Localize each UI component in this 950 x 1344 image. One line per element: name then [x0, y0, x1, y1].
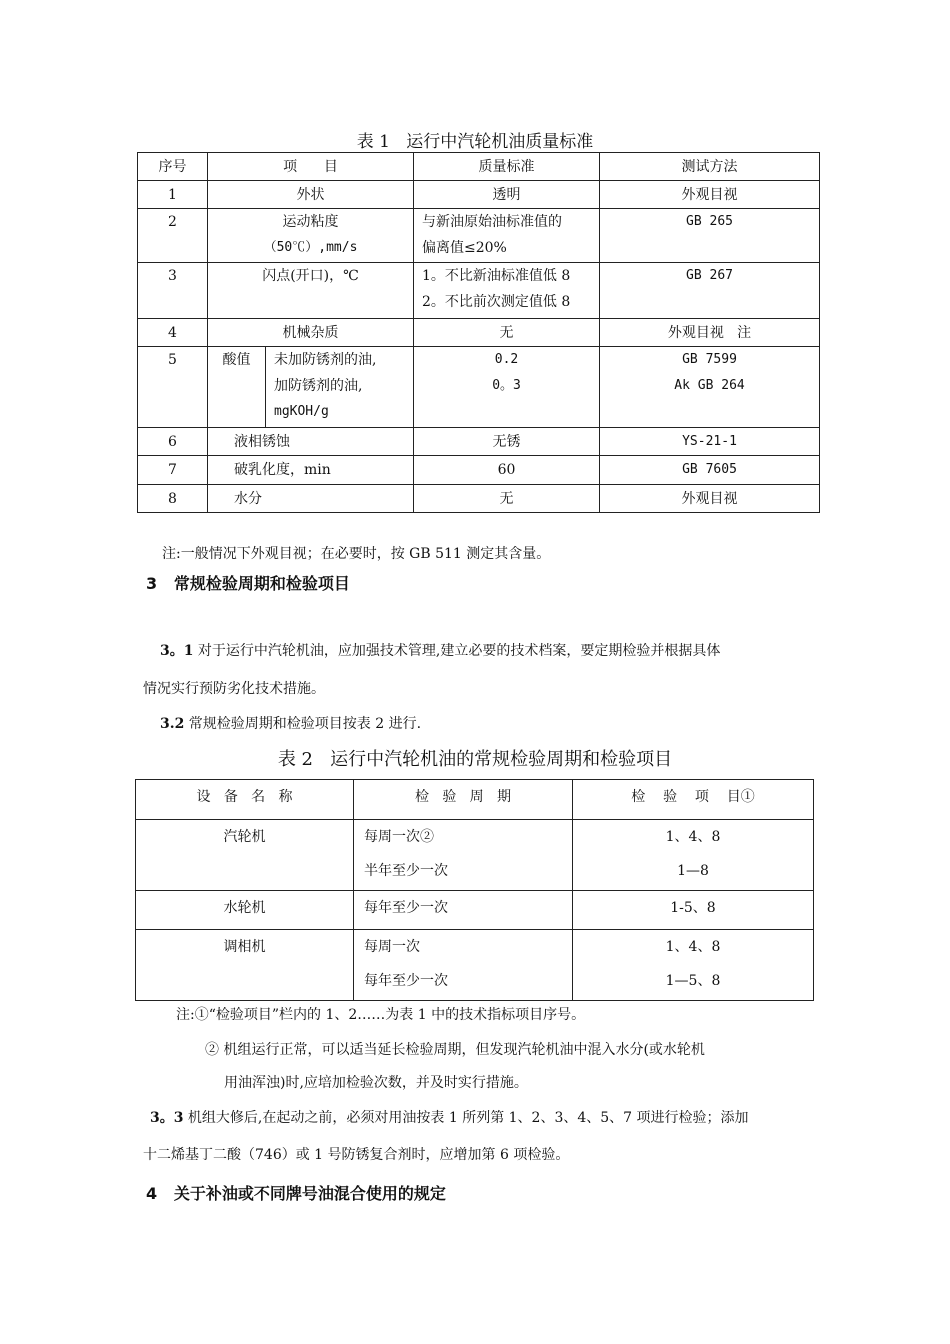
row-no: 3: [138, 263, 208, 319]
items-line: 1、4、8: [665, 939, 721, 955]
table2-note-line3: 用油浑浊)时,应培加检验次数，并及时实行措施。: [224, 1075, 528, 1091]
paragraph-3-1-line2: 情况实行预防劣化技术措施。: [143, 681, 325, 697]
row-items: [573, 820, 814, 891]
header-items: 检 验 项 目①: [573, 780, 814, 820]
table-row: [138, 347, 820, 428]
header-no: 序号: [138, 153, 208, 181]
item-line: mgKOH/g: [274, 404, 329, 419]
row-item: 闪点(开口)，℃: [208, 263, 414, 319]
row-standard: 无: [414, 485, 600, 513]
row-standard: 60: [414, 456, 600, 485]
standard-line: 与新油原始油标准值的: [422, 214, 563, 230]
paragraph-3-3-line2: 十二烯基丁二酸（746）或 1 号防锈复合剂时，应增加第 6 项检验。: [143, 1147, 570, 1163]
row-standard: [414, 209, 600, 263]
method-line: GB 7599: [682, 352, 737, 367]
row-item-sub: [266, 347, 414, 428]
standard-line: 偏离值≤20%: [422, 240, 507, 256]
item-line: 加防锈剂的油,: [274, 378, 363, 394]
row-method: 外观目视 注: [600, 319, 820, 347]
paragraph-3-3-line1: [150, 1108, 749, 1128]
row-period: [354, 820, 573, 891]
row-no: 8: [138, 485, 208, 513]
row-no: 6: [138, 428, 208, 456]
paragraph-text: 机组大修后,在起动之前，必须对用油按表 1 所列第 1、2、3、4、5、7 项进行检验；添加: [183, 1110, 749, 1126]
row-item: 水分: [208, 485, 414, 513]
row-standard: [414, 347, 600, 428]
standard-line: 0。3: [492, 378, 521, 393]
items-line: 1、4、8: [665, 829, 721, 845]
header-method: 测试方法: [600, 153, 820, 181]
period-line: 半年至少一次: [364, 863, 448, 879]
row-item: 破乳化度，min: [208, 456, 414, 485]
paragraph-number: 3。3: [150, 1110, 184, 1126]
row-period: [354, 930, 573, 1001]
section3-heading: 3 常规检验周期和检验项目: [146, 574, 350, 593]
table-row: [138, 181, 820, 209]
table-row: [138, 485, 820, 513]
row-method: YS-21-1: [600, 428, 820, 456]
paragraph-3-2: [160, 714, 421, 734]
row-standard: 无锈: [414, 428, 600, 456]
row-no: 1: [138, 181, 208, 209]
standard-line: 0.2: [494, 352, 519, 367]
row-equipment: 水轮机: [136, 891, 354, 930]
quality-standard-table: [137, 152, 820, 513]
paragraph-3-1-line1: [160, 641, 720, 661]
table-row: [136, 930, 814, 1001]
table-row: [138, 263, 820, 319]
table2-note-line1: 注:①“检验项目”栏内的 1、2……为表 1 中的技术指标项目序号。: [176, 1007, 586, 1023]
items-line: 1—5、8: [665, 973, 721, 989]
paragraph-number: 3.2: [160, 716, 185, 732]
items-line: 1—8: [677, 863, 709, 879]
period-line: 每周一次: [364, 939, 420, 955]
row-equipment: 调相机: [136, 930, 354, 1001]
inspection-cycle-table: [135, 779, 814, 1001]
row-items: 1-5、8: [573, 891, 814, 930]
row-no: 5: [138, 347, 208, 428]
period-line: 每周一次②: [364, 829, 434, 845]
paragraph-text: 对于运行中汽轮机油，应加强技术管理,建立必要的技术档案，要定期检验并根据具体: [193, 643, 721, 659]
row-item-main: 酸值: [208, 347, 266, 428]
table1-header-row: [138, 153, 820, 181]
table2-note-line2: ② 机组运行正常，可以适当延长检验周期，但发现汽轮机油中混入水分(或水轮机: [205, 1042, 705, 1058]
row-method: [600, 347, 820, 428]
header-standard: 质量标准: [414, 153, 600, 181]
row-method: GB 265: [600, 209, 820, 263]
paragraph-text: 常规检验周期和检验项目按表 2 进行.: [184, 716, 422, 732]
table-row: [138, 319, 820, 347]
row-standard: 透明: [414, 181, 600, 209]
row-no: 4: [138, 319, 208, 347]
method-line: Ak GB 264: [674, 378, 745, 393]
item-line: （50℃）,mm/s: [263, 240, 358, 255]
table1-caption: 表 1 运行中汽轮机油质量标准: [356, 132, 594, 152]
header-equipment: 设 备 名 称: [136, 780, 354, 820]
row-equipment: 汽轮机: [136, 820, 354, 891]
row-items: [573, 930, 814, 1001]
standard-line: 2。不比前次测定值低 8: [422, 294, 571, 310]
row-no: 2: [138, 209, 208, 263]
row-standard: [414, 263, 600, 319]
table-row: [136, 891, 814, 930]
table2-caption: 表 2 运行中汽轮机油的常规检验周期和检验项目: [277, 749, 673, 770]
row-standard: 无: [414, 319, 600, 347]
row-method: GB 7605: [600, 456, 820, 485]
table-row: [136, 820, 814, 891]
row-item: 液相锈蚀: [208, 428, 414, 456]
standard-line: 1。不比新油标准值低 8: [422, 268, 571, 284]
row-item: [208, 209, 414, 263]
header-period: 检 验 周 期: [354, 780, 573, 820]
row-method: 外观目视: [600, 485, 820, 513]
row-item: 外状: [208, 181, 414, 209]
table1-note: 注:一般情况下外观目视；在必要时，按 GB 511 测定其含量。: [162, 546, 551, 562]
header-item: 项 目: [208, 153, 414, 181]
row-method: 外观目视: [600, 181, 820, 209]
row-period: 每年至少一次: [354, 891, 573, 930]
item-line: 运动粘度: [282, 214, 339, 230]
item-line: 未加防锈剂的油,: [274, 352, 377, 368]
row-item: 机械杂质: [208, 319, 414, 347]
row-no: 7: [138, 456, 208, 485]
paragraph-number: 3。1: [160, 643, 194, 659]
period-line: 每年至少一次: [364, 973, 448, 989]
table2-header-row: [136, 780, 814, 820]
table-row: [138, 428, 820, 456]
table-row: [138, 456, 820, 485]
section4-heading: 4 关于补油或不同牌号油混合使用的规定: [146, 1184, 446, 1203]
row-method: GB 267: [600, 263, 820, 319]
table-row: [138, 209, 820, 263]
